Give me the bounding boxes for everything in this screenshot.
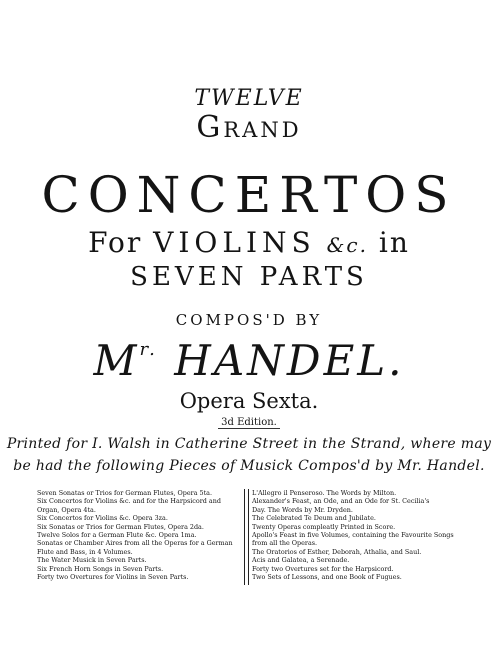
title-seven-parts: SEVEN PARTS	[130, 262, 368, 292]
column-divider	[244, 489, 249, 585]
title-concertos: CONCERTOS	[41, 166, 457, 224]
catalogue-item: Alexander's Feast, an Ode, and an Ode for St. Cecilia's	[252, 497, 430, 506]
title-grand-initial: G	[196, 110, 224, 145]
title-in: in	[378, 226, 410, 259]
edition-text: 3d Edition.	[218, 417, 280, 429]
catalogue-item: The Water Musick in Seven Parts.	[37, 556, 147, 565]
title-for: For	[88, 226, 143, 259]
catalogue-item: Seven Sonatas or Trios for German Flutes, Opera 5ta.	[37, 489, 213, 497]
catalogue-item: Two Sets of Lessons, and one Book of Fugues.	[252, 573, 402, 582]
catalogue-item: Six Sonatas or Trios for German Flutes, Opera 2da.	[37, 522, 204, 531]
catalogue-right-column	[252, 489, 465, 581]
catalogue-item: Forty two Overtures for Violins in Seven Parts.	[37, 573, 189, 582]
imprint-line-1: Printed for I. Walsh in Catherine Street in the Strand, where may	[6, 436, 492, 452]
catalogue-item: Day. The Words by Mr. Dryden.	[252, 505, 353, 514]
catalogue-item: Twelve Solos for a German Flute &c. Opera 1ma.	[37, 531, 197, 540]
edition-label	[0, 417, 498, 428]
catalogue-item: Flute and Bass, in 4 Volumes.	[37, 547, 133, 556]
catalogue-item: Twenty Operas compleatly Printed in Score.	[252, 522, 396, 531]
catalogue-item: Forty two Overtures set for the Harpsicord.	[252, 564, 394, 573]
catalogue-left-column	[37, 489, 245, 581]
opus-number: Opera Sexta.	[179, 389, 319, 413]
title-etc: &c.	[326, 233, 368, 257]
catalogue-item: Six French Horn Songs in Seven Parts.	[37, 564, 164, 573]
composer-prefix-sup: r.	[139, 339, 158, 360]
catalogue-item: Six Concertos for Violins &c. and for the Harpsicord and	[37, 497, 221, 506]
catalogue-item: Organ, Opera 4ta.	[37, 505, 96, 514]
composer-name	[0, 336, 498, 385]
catalogue-item: Sonatas or Chamber Aires from all the Operas for a German	[37, 539, 233, 548]
catalogue-item: Acis and Galatea, a Serenade.	[252, 556, 350, 565]
catalogue-item: Six Concertos for Violins &c. Opera 3za.	[37, 514, 168, 523]
catalogue-item: The Oratorios of Esther, Deborah, Athalia, and Saul.	[252, 547, 422, 556]
composer-prefix: M	[93, 336, 140, 385]
composer-surname: HANDEL.	[174, 336, 405, 385]
catalogue-item: Apollo's Feast in five Volumes, containing the Favourite Songs	[252, 531, 454, 540]
catalogue-item: from all the Operas.	[252, 539, 318, 548]
title-composd-by: COMPOS'D BY	[175, 311, 323, 329]
title-for-violins	[0, 226, 498, 259]
catalogue-item: L'Allegro il Penseroso. The Words by Milton.	[252, 489, 397, 497]
catalogue-item: The Celebrated Te Deum and Jubilate.	[252, 514, 376, 523]
title-twelve: TWELVE	[194, 86, 304, 111]
imprint-line-2: be had the following Pieces of Musick Compos'd by Mr. Handel.	[13, 458, 485, 474]
title-grand-rest: RAND	[223, 118, 302, 142]
title-grand	[0, 110, 498, 145]
title-violins: VIOLINS	[153, 226, 316, 259]
